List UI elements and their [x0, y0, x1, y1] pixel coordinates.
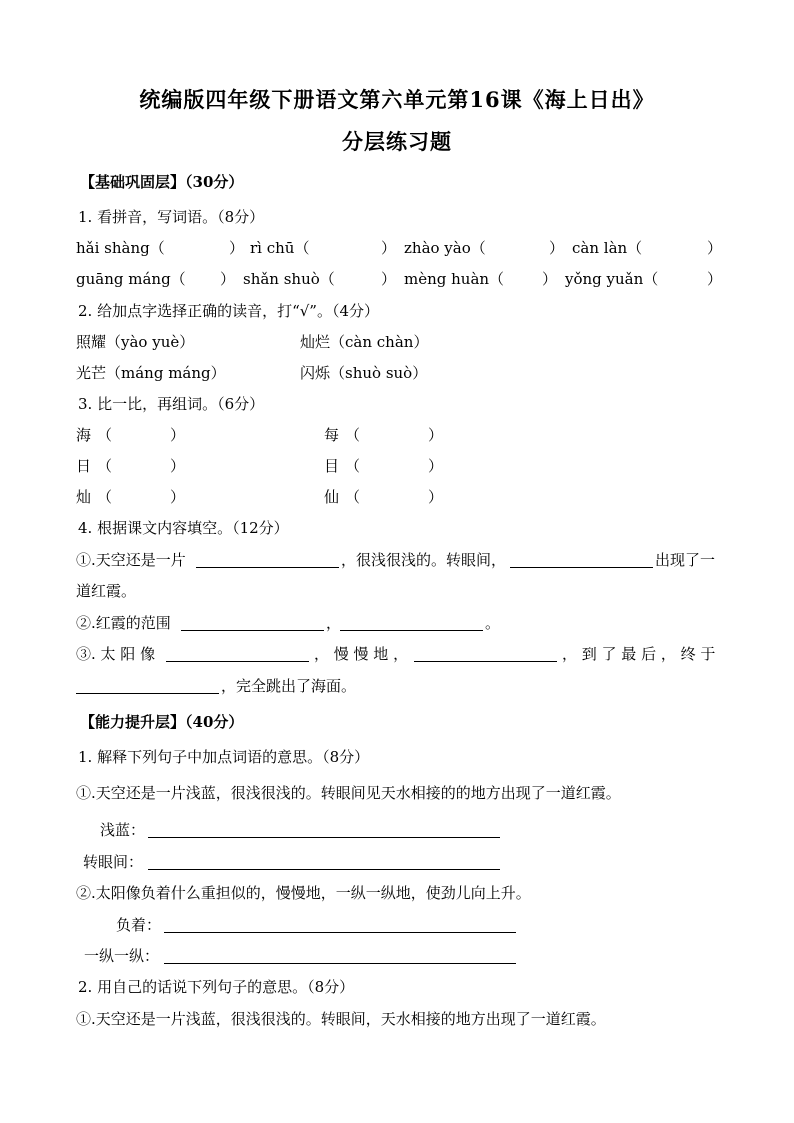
compare-close-4: ）	[428, 457, 444, 475]
fill-sentence-1b: ，很浅很浅的。转眼间，	[341, 551, 507, 569]
advanced-q2-prompt: 2. 用自己的话说下列句子的意思。（8分）	[78, 978, 355, 996]
worksheet-subtitle: 分层练习题	[342, 129, 452, 154]
define-blank-4[interactable]	[164, 947, 516, 964]
advanced-q1-sentence-2: ②.太阳像负着什么重担似的，慢慢地，一纵一纵地，使劲儿向上升。	[76, 884, 531, 902]
pinyin-item-2: rì chū（	[250, 239, 310, 257]
define-blank-2[interactable]	[148, 853, 500, 870]
fill-sentence-1c: 出现了一	[655, 551, 716, 569]
pinyin-item-6: shǎn shuò（	[243, 270, 335, 288]
compare-open-2: （	[345, 426, 361, 444]
compare-open-1: （	[97, 426, 113, 444]
define-word-2: 转眼间：	[83, 853, 144, 871]
define-blank-3[interactable]	[164, 916, 516, 933]
pinyin-close-2: ）	[381, 239, 397, 257]
fill-sentence-3b: ， 慢 慢 地 ，	[314, 645, 409, 663]
fill-blank-3[interactable]	[181, 614, 324, 631]
compare-char-2: 每	[324, 426, 340, 444]
compare-open-5: （	[97, 488, 113, 506]
pinyin-close-4: ）	[707, 239, 723, 257]
compare-char-3: 日	[76, 457, 92, 475]
compare-close-3: ）	[170, 457, 186, 475]
basic-q2-prompt: 2. 给加点字选择正确的读音，打“√”。（4分）	[78, 302, 380, 320]
pinyin-item-7: mèng huàn（	[404, 270, 505, 288]
basic-q1-prompt: 1. 看拼音，写词语。（8分）	[78, 208, 265, 226]
compare-char-5: 灿	[76, 488, 92, 506]
fill-sentence-1a: ①.天空还是一片	[76, 551, 186, 569]
pinyin-close-7: ）	[542, 270, 558, 288]
advanced-q1-prompt: 1. 解释下列句子中加点词语的意思。（8分）	[78, 748, 370, 766]
pinyin-item-1: hǎi shàng（	[76, 239, 165, 257]
compare-close-1: ）	[170, 426, 186, 444]
reading-choice-2: 灿烂（càn chàn）	[300, 333, 429, 351]
pinyin-close-1: ）	[229, 239, 245, 257]
compare-close-5: ）	[170, 488, 186, 506]
define-word-3: 负着：	[116, 916, 162, 934]
fill-blank-2[interactable]	[510, 551, 653, 568]
pinyin-close-5: ）	[220, 270, 236, 288]
basic-heading-label: 【基础巩固层】	[80, 173, 186, 191]
pinyin-item-3: zhào yào（	[404, 239, 486, 257]
pinyin-close-8: ）	[707, 270, 723, 288]
fill-sentence-1d: 道红霞。	[76, 582, 137, 600]
advanced-heading-score: （40分）	[185, 713, 244, 731]
fill-sentence-3c: ， 到 了 最 后 ， 终 于	[562, 645, 716, 663]
basic-heading-score: （30分）	[185, 173, 244, 191]
fill-sentence-3d: ，完全跳出了海面。	[221, 677, 357, 695]
basic-q4-prompt: 4. 根据课文内容填空。（12分）	[78, 519, 289, 537]
pinyin-item-5: guāng máng（	[76, 270, 186, 288]
fill-sentence-2b: ，	[326, 614, 342, 632]
fill-sentence-2c: 。	[485, 614, 501, 632]
pinyin-item-4: càn làn（	[572, 239, 643, 257]
pinyin-close-6: ）	[381, 270, 397, 288]
fill-blank-4[interactable]	[340, 614, 483, 631]
reading-choice-1: 照耀（yào yuè）	[76, 333, 195, 351]
advanced-section-heading	[80, 712, 243, 732]
compare-char-4: 目	[324, 457, 340, 475]
advanced-heading-label: 【能力提升层】	[80, 713, 186, 731]
fill-blank-7[interactable]	[76, 677, 219, 694]
pinyin-item-8: yǒng yuǎn（	[565, 270, 659, 288]
compare-open-6: （	[345, 488, 361, 506]
fill-blank-6[interactable]	[414, 645, 557, 662]
advanced-q2-sentence-1: ①.天空还是一片浅蓝，很浅很浅的。转眼间，天水相接的地方出现了一道红霞。	[76, 1010, 606, 1028]
define-word-4: 一纵一纵：	[84, 947, 160, 965]
fill-sentence-2a: ②.红霞的范围	[76, 614, 171, 632]
pinyin-close-3: ）	[549, 239, 565, 257]
basic-section-heading	[80, 172, 243, 192]
fill-sentence-3a: ③. 太 阳 像	[76, 645, 156, 663]
advanced-q1-sentence-1: ①.天空还是一片浅蓝，很浅很浅的。转眼间见天水相接的的地方出现了一道红霞。	[76, 784, 621, 802]
fill-blank-5[interactable]	[166, 645, 309, 662]
basic-q3-prompt: 3. 比一比，再组词。（6分）	[78, 395, 265, 413]
compare-close-2: ）	[428, 426, 444, 444]
compare-open-4: （	[345, 457, 361, 475]
fill-blank-1[interactable]	[196, 551, 339, 568]
compare-char-6: 仙	[324, 488, 340, 506]
define-word-1: 浅蓝：	[100, 821, 146, 839]
reading-choice-3: 光芒（máng máng）	[76, 364, 226, 382]
compare-close-6: ）	[428, 488, 444, 506]
compare-char-1: 海	[76, 426, 92, 444]
define-blank-1[interactable]	[148, 821, 500, 838]
reading-choice-4: 闪烁（shuò suò）	[300, 364, 428, 382]
worksheet-title: 统编版四年级下册语文第六单元第16课《海上日出》	[139, 87, 655, 112]
compare-open-3: （	[97, 457, 113, 475]
